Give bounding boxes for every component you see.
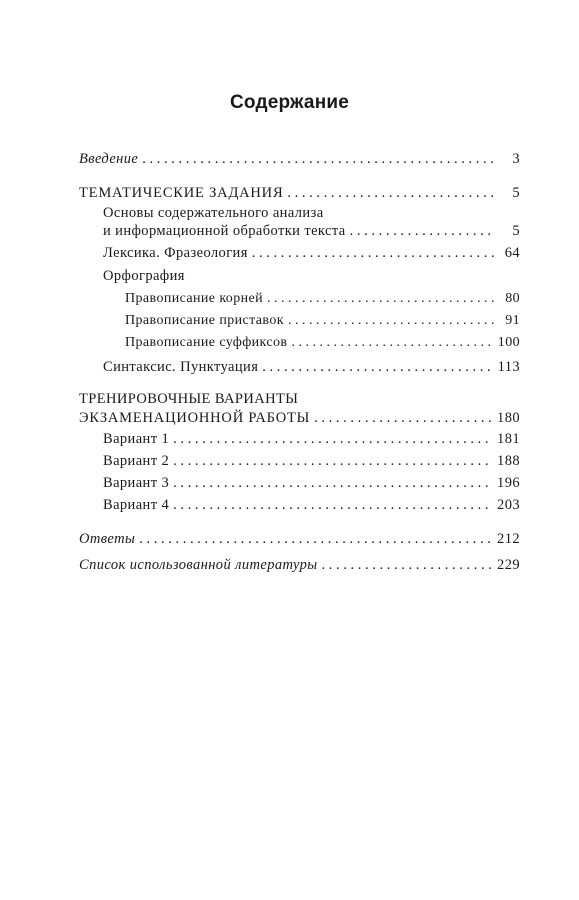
dot-leader [322,554,494,576]
toc-page-number: 196 [497,475,520,491]
dot-leader [287,182,494,204]
toc-entry-label: и информационной обработки текста [103,223,346,239]
toc-entry-label: Список использованной литературы [79,557,318,573]
toc-entry-lexics [79,242,520,264]
toc-entry-label: ЭКЗАМЕНАЦИОННОЙ РАБОТЫ [79,410,311,426]
dot-leader [173,472,493,494]
toc-entry-variant-1 [79,428,520,450]
toc-entry-training [79,408,520,428]
toc-entry-roots [79,288,520,310]
dot-leader [291,332,493,354]
toc-entry-label: Правописание суффиксов [125,335,288,350]
toc-entry-label: Правописание корней [125,291,264,306]
toc-entry-label: Правописание приставок [125,313,284,328]
table-of-contents [79,148,520,576]
toc-page-number: 3 [512,151,520,167]
dot-leader [314,408,493,428]
dot-leader [173,450,493,472]
toc-page-number: 203 [497,497,520,513]
toc-page-number: 91 [505,313,520,328]
toc-page-number: 180 [497,410,520,426]
toc-page-number: 188 [497,453,520,469]
toc-page-number: 113 [497,359,520,375]
dot-leader [288,310,494,332]
toc-page-number: 5 [512,223,520,239]
toc-entry-suffixes [79,332,520,354]
toc-entry-prefixes [79,310,520,332]
dot-leader [350,222,494,240]
toc-entry-literature [79,554,520,576]
toc-entry-variant-4 [79,494,520,516]
toc-entry-thematic [79,182,520,204]
toc-entry-syntax [79,356,520,378]
toc-entry-label: Лексика. Фразеология [103,245,248,261]
toc-entry-label: Синтаксис. Пунктуация [103,359,259,375]
toc-entry-label: Введение [79,151,139,167]
toc-entry-label: Вариант 1 [103,431,170,447]
toc-page-number: 80 [505,291,520,306]
toc-entry-basics [79,222,520,240]
dot-leader [142,148,494,170]
toc-page-number: 212 [497,531,520,547]
toc-page-number: 64 [504,245,520,261]
toc-entry-variant-3 [79,472,520,494]
toc-entry-answers [79,528,520,550]
toc-page-number: 229 [497,557,520,573]
toc-entry-label: Ответы [79,531,136,547]
toc-entry-intro [79,148,520,170]
toc-page-number: 100 [497,335,520,350]
dot-leader [262,356,493,378]
toc-entry-label: Вариант 4 [103,497,170,513]
toc-page-number: 5 [512,185,520,201]
toc-entry-label: Вариант 2 [103,453,170,469]
dot-leader [173,494,493,516]
toc-entry-variant-2 [79,450,520,472]
toc-entry-label: ТЕМАТИЧЕСКИЕ ЗАДАНИЯ [79,185,284,201]
page-title: Содержание [229,92,350,113]
dot-leader [139,528,493,550]
toc-page-number: 181 [497,431,520,447]
dot-leader [267,288,494,310]
toc-entry-basics-line1: Основы содержательного анализа [103,205,324,221]
toc-entry-label: Вариант 3 [103,475,170,491]
toc-entry-training-line1: ТРЕНИРОВОЧНЫЕ ВАРИАНТЫ [79,391,299,407]
dot-leader [252,242,494,264]
dot-leader [173,428,493,450]
toc-entry-orthography: Орфография [103,268,185,284]
